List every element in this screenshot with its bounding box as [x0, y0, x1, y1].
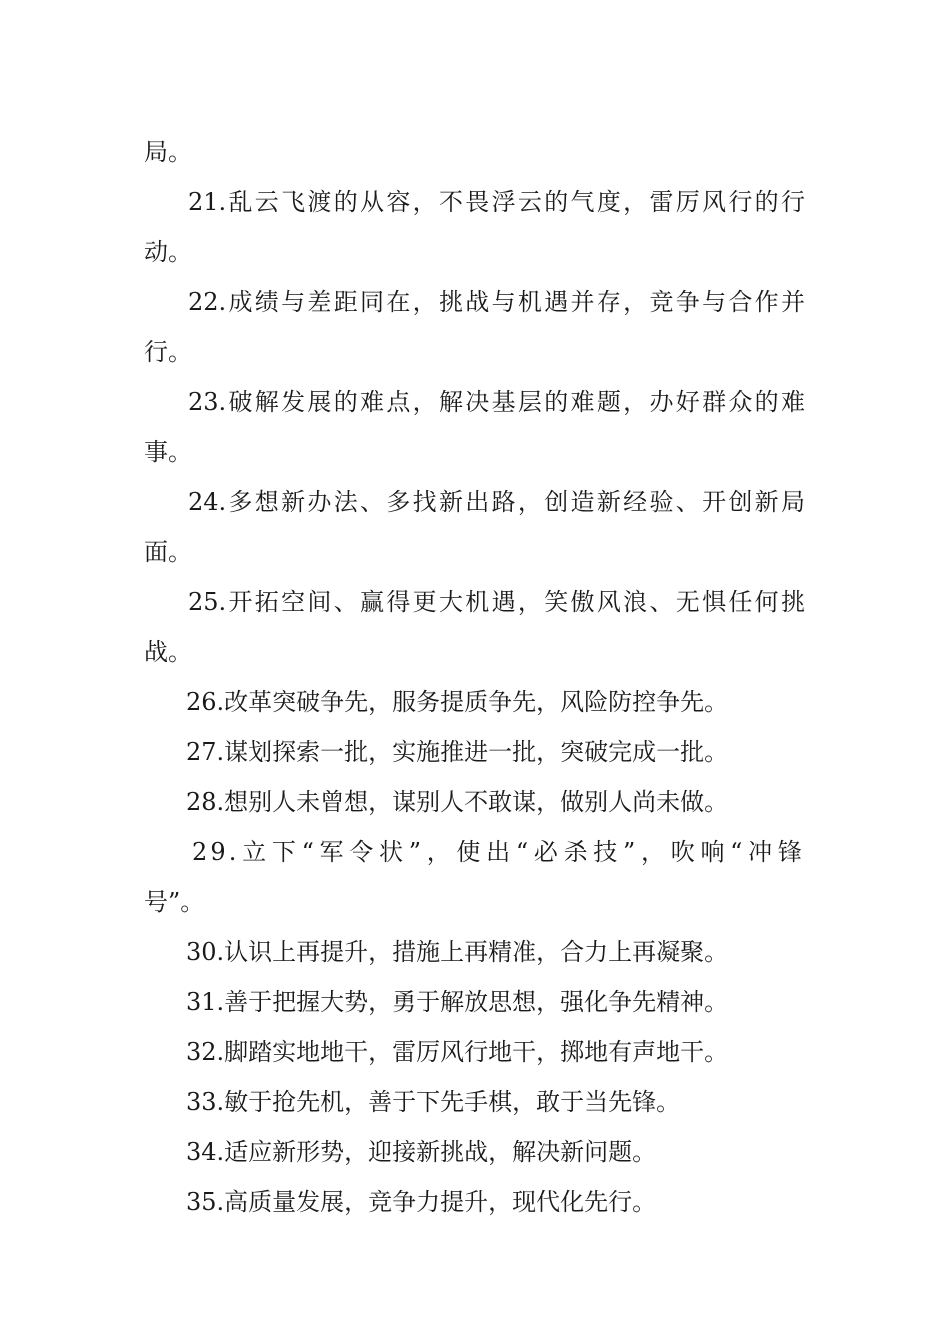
text-line-item-22: 22.成绩与差距同在，挑战与机遇并存，竞争与合作并 — [188, 288, 805, 316]
text-line-item-28: 28.想别人未曾想，谋别人不敢谋，做别人尚未做。 — [186, 788, 729, 816]
text-line-continuation: 行。 — [144, 338, 192, 366]
text-line-item-21: 21.乱云飞渡的从容，不畏浮云的气度，雷厉风行的行 — [188, 188, 805, 216]
text-line-continuation: 局。 — [144, 138, 192, 166]
text-line-continuation: 动。 — [144, 238, 192, 266]
text-line-item-25: 25.开拓空间、赢得更大机遇，笑傲风浪、无惧任何挑 — [188, 588, 805, 616]
text-line-continuation: 事。 — [144, 438, 192, 466]
text-line-item-33: 33.敏于抢先机，善于下先手棋，敢于当先锋。 — [186, 1088, 681, 1116]
text-line-continuation: 面。 — [144, 538, 192, 566]
text-line-item-23: 23.破解发展的难点，解决基层的难题，办好群众的难 — [188, 388, 805, 416]
text-line-item-26: 26.改革突破争先，服务提质争先，风险防控争先。 — [186, 688, 729, 716]
text-line-item-30: 30.认识上再提升，措施上再精准，合力上再凝聚。 — [186, 938, 729, 966]
text-line-item-29: 29.立下“军令状”，使出“必杀技”，吹响“冲锋 — [192, 838, 805, 866]
text-line-item-24: 24.多想新办法、多找新出路，创造新经验、开创新局 — [188, 488, 805, 516]
text-line-item-31: 31.善于把握大势，勇于解放思想，强化争先精神。 — [186, 988, 729, 1016]
text-line-continuation: 号”。 — [144, 888, 205, 916]
text-line-item-35: 35.高质量发展，竞争力提升，现代化先行。 — [186, 1188, 657, 1216]
text-line-item-32: 32.脚踏实地地干，雷厉风行地干，掷地有声地干。 — [186, 1038, 729, 1066]
text-line-item-34: 34.适应新形势，迎接新挑战，解决新问题。 — [186, 1138, 657, 1166]
text-line-item-27: 27.谋划探索一批，实施推进一批，突破完成一批。 — [186, 738, 729, 766]
text-line-continuation: 战。 — [144, 638, 192, 666]
